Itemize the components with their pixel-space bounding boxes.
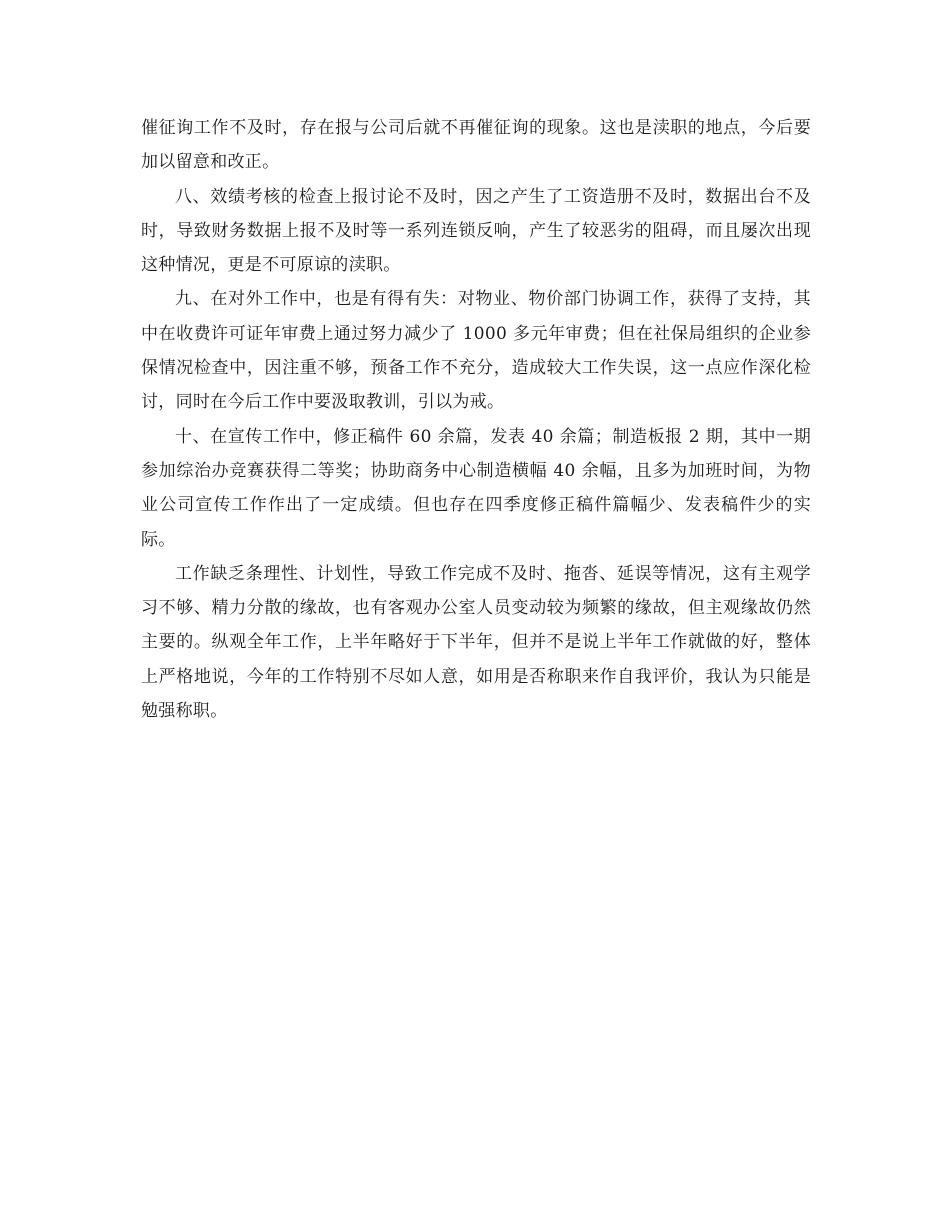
paragraph-item-9: 九、在对外工作中，也是有得有失：对物业、物价部门协调工作，获得了支持，其中在收费许可证年审费上通过努力减少了 1000 多元年审费；但在社保局组织的企业参保情况检查中，因注重不够，预备工作不充分，造成较大工作失误，这一点应作深化检讨，同时在今后工作中要汲取教训，引以为戒。	[141, 289, 811, 413]
document-body	[141, 111, 811, 728]
paragraph-continued: 催征询工作不及时，存在报与公司后就不再催征询的现象。这也是渎职的地点，今后要加以留意和改正。	[141, 118, 811, 173]
paragraph-item-8: 八、效绩考核的检查上报讨论不及时，因之产生了工资造册不及时，数据出台不及时，导致财务数据上报不及时等一系列连锁反响，产生了较恶劣的阻碍，而且屡次出现这种情况，更是不可原谅的渎职。	[141, 186, 811, 276]
paragraph-summary: 工作缺乏条理性、计划性，导致工作完成不及时、拖沓、延误等情况，这有主观学习不够、精力分散的缘故，也有客观办公室人员变动较为频繁的缘故，但主观缘故仍然主要的。纵观全年工作，上半年略好于下半年，但并不是说上半年工作就做的好，整体上严格地说，今年的工作特别不尽如人意，如用是否称职来作自我评价，我认为只能是勉强称职。	[141, 563, 811, 722]
paragraph-item-10: 十、在宣传工作中，修正稿件 60 余篇，发表 40 余篇；制造板报 2 期，其中一期参加综治办竞赛获得二等奖；协助商务中心制造横幅 40 余幅，且多为加班时间，为物业公司宣传工作作出了一定成绩。但也存在四季度修正稿件篇幅少、发表稿件少的实际。	[141, 426, 811, 550]
